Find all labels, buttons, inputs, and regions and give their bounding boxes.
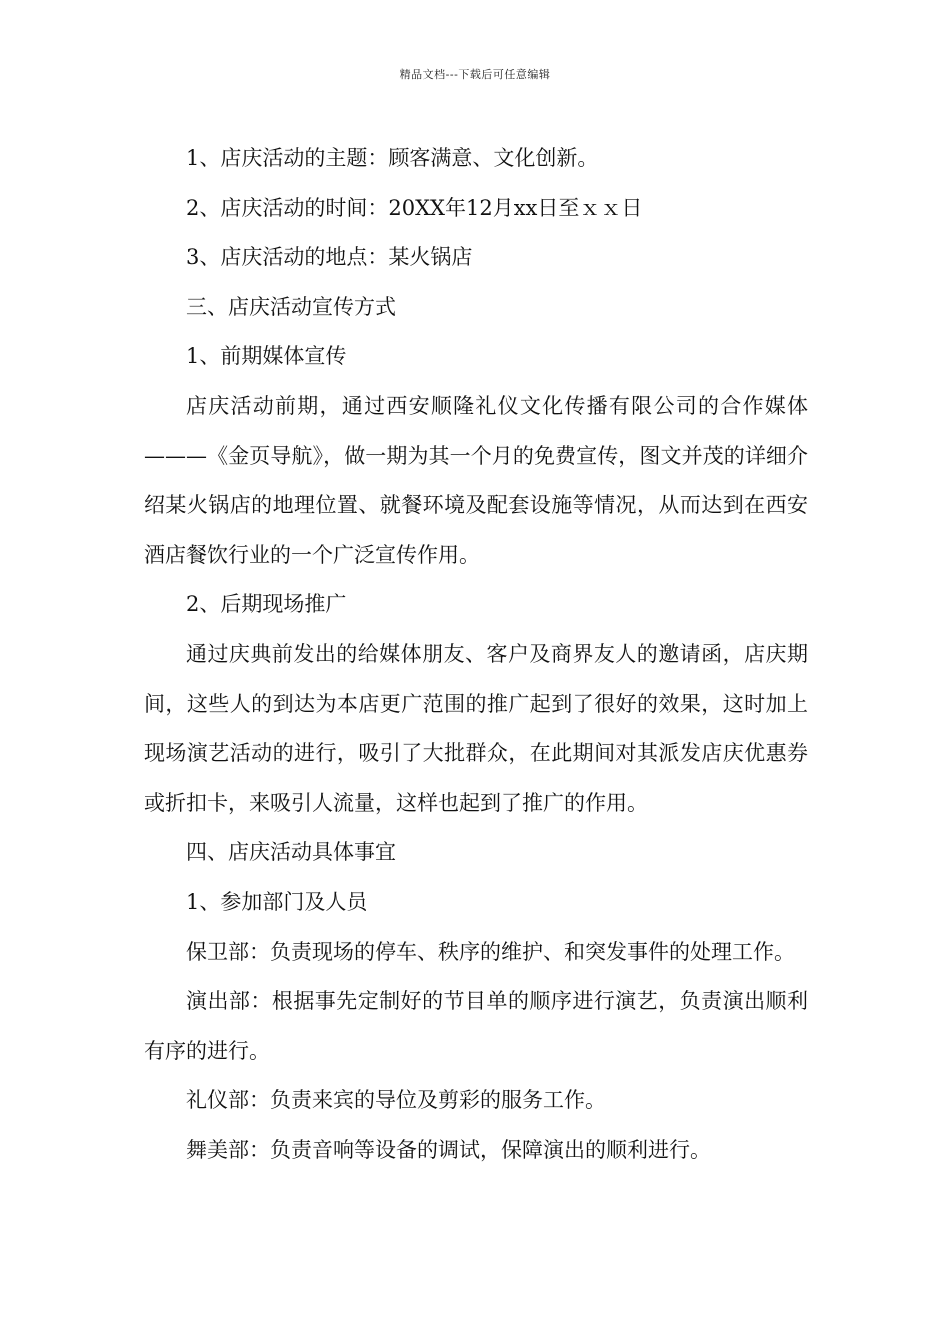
paragraph-onsite: 通过庆典前发出的给媒体朋友、客户及商界友人的邀请函，店庆期间，这些人的到达为本店更广范围的推广起到了很好的效果，这时加上现场演艺活动的进行，吸引了大批群众，在此期间对其派发店庆优惠券或折扣卡，来吸引人流量，这样也起到了推广的作用。 [144,641,808,815]
section-heading-details: 四、店庆活动具体事宜 [186,840,396,865]
subheading-media: 1、前期媒体宣传 [186,344,347,369]
paragraph-time: 2、店庆活动的时间：20XX年12月xx日至ｘｘ日 [186,195,643,220]
page-header: 精品文档---下载后可任意编辑 [399,68,551,81]
document-body [144,134,808,1175]
paragraph-media: 店庆活动前期，通过西安顺隆礼仪文化传播有限公司的合作媒体———《金页导航》，做一期为其一个月的免费宣传，图文并茂的详细介绍某火锅店的地理位置、就餐环境及配套设施等情况，从而达到在西安酒店餐饮行业的一个广泛宣传作用。 [144,393,808,567]
subheading-onsite: 2、后期现场推广 [186,592,347,617]
paragraph-theme: 1、店庆活动的主题：顾客满意、文化创新。 [186,146,599,170]
section-heading-promotion: 三、店庆活动宣传方式 [186,294,396,319]
paragraph-location: 3、店庆活动的地点：某火锅店 [186,245,473,270]
paragraph-stage: 舞美部：负责音响等设备的调试，保障演出的顺利进行。 [186,1137,711,1162]
paragraph-security: 保卫部：负责现场的停车、秩序的维护、和突发事件的处理工作。 [186,939,795,964]
paragraph-performance: 演出部：根据事先定制好的节目单的顺序进行演艺，负责演出顺利有序的进行。 [144,989,808,1063]
subheading-departments: 1、参加部门及人员 [186,889,368,914]
paragraph-etiquette: 礼仪部：负责来宾的导位及剪彩的服务工作。 [186,1088,606,1113]
